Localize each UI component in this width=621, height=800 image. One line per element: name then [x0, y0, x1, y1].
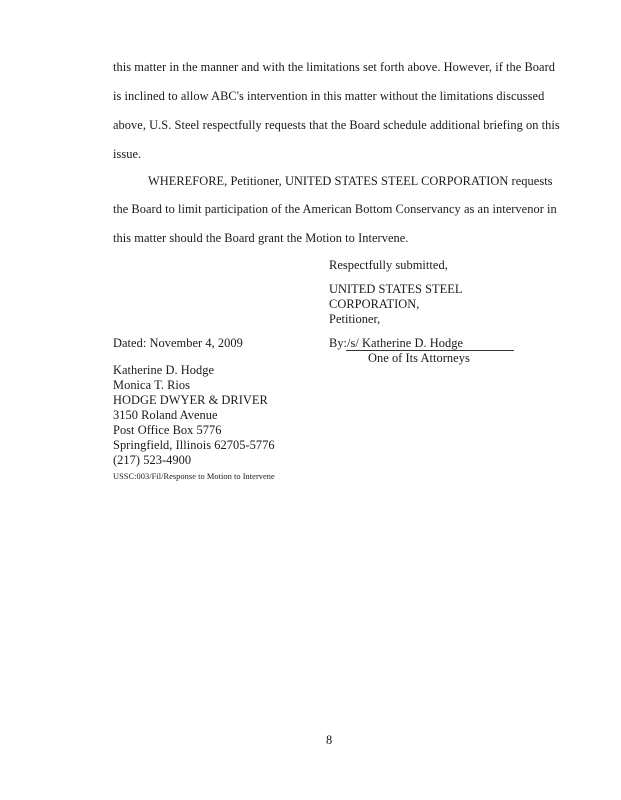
signature-by-line: By:/s/ Katherine D. Hodge — [329, 336, 464, 350]
paragraph-2-line-1: WHEREFORE, Petitioner, UNITED STATES STEEL CORPORATION requests — [148, 174, 553, 188]
paragraph-1-line-2: is inclined to allow ABC's intervention in this matter without the limitations discussed — [113, 89, 545, 103]
party-name-line-1: UNITED STATES STEEL — [329, 282, 463, 296]
page-number: 8 — [326, 733, 333, 747]
paragraph-1-line-4: issue. — [113, 147, 142, 161]
party-role: Petitioner, — [329, 312, 381, 326]
counsel-line-2: Monica T. Rios — [113, 378, 190, 392]
file-reference: USSC:003/Fil/Response to Motion to Intervene — [113, 472, 275, 481]
dated-line: Dated: November 4, 2009 — [113, 336, 243, 350]
party-name-line-2: CORPORATION, — [329, 297, 420, 311]
counsel-po-box: Post Office Box 5776 — [113, 423, 222, 437]
paragraph-1-line-1: this matter in the manner and with the limitations set forth above. However, if the Board — [113, 60, 555, 74]
counsel-line-1: Katherine D. Hodge — [113, 363, 215, 377]
paragraph-2-line-2: the Board to limit participation of the American Bottom Conservancy as an intervenor in — [113, 202, 557, 216]
counsel-city: Springfield, Illinois 62705-5776 — [113, 438, 275, 452]
paragraph-2-line-3: this matter should the Board grant the Motion to Intervene. — [113, 231, 409, 245]
counsel-firm: HODGE DWYER & DRIVER — [113, 393, 268, 407]
counsel-phone: (217) 523-4900 — [113, 453, 192, 467]
paragraph-1-line-3: above, U.S. Steel respectfully requests that the Board schedule additional briefing on this — [113, 118, 560, 132]
closing-text: Respectfully submitted, — [329, 258, 448, 272]
attorney-role: One of Its Attorneys — [368, 351, 470, 365]
counsel-street: 3150 Roland Avenue — [113, 408, 218, 422]
